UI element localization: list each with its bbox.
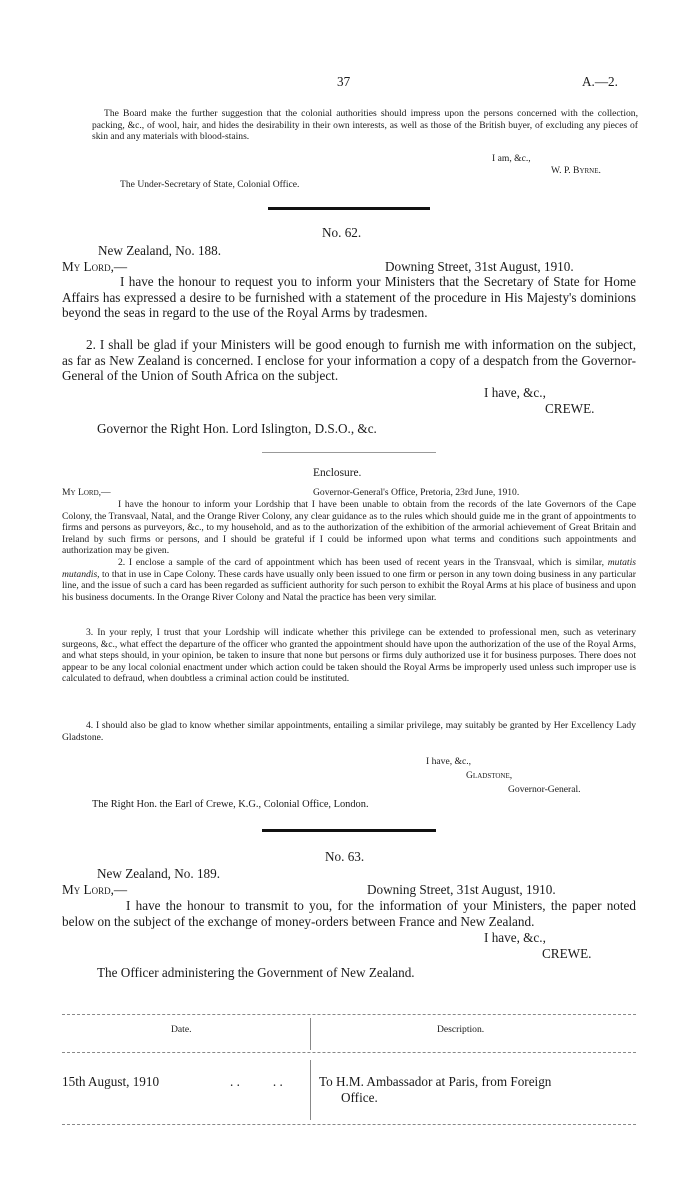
no62-addressee: Governor the Right Hon. Lord Islington, D.S.O., &c.: [97, 421, 377, 436]
enclosure-paragraph-4: 4. I should also be glad to know whether similar appointments, entailing a similar privilege, may suitably be granted by Her Excellency Lady Gladstone.: [62, 720, 636, 743]
table-row-leader: . . . .: [230, 1074, 283, 1089]
enclosure-salutation: My Lord,—: [62, 487, 111, 498]
table-column-divider: [310, 1018, 311, 1050]
no62-place-date: Downing Street, 31st August, 1910.: [385, 259, 574, 274]
enclosure-paragraph-2-text-b: to that in use in Cape Colony. These cards have usually only been issued to one firm or person in any town doing business in any particular line, and the issue of such a card has been regarded as sufficient authority for such person to exhibit the Royal Arms at his place of business and upon his business documents. In the Orange River Colony and Natal the practice has been very similar.: [62, 568, 636, 603]
enclosure-paragraph-1-text: I have the honour to inform your Lordship that I have been unable to obtain from the records of the late Governors of the Cape Colony, the Transvaal, Natal, and the Orange River Colony, any clear guidance as to the rules which should guide me in the grant of appointments to firms and persons as purveyors, &c., to my household, and as to the authorization of the exhibition of the armorial achievement of Great Britain and Ireland by such firms or persons, and I should be grateful if I could be informed upon what terms and conditions such appointments and authorization may be given.: [62, 499, 636, 557]
section-divider: [268, 207, 430, 210]
page-number: 37: [337, 74, 351, 89]
prev-letter-addressee: The Under-Secretary of State, Colonial Office.: [120, 179, 300, 190]
prev-letter-paragraph: The Board make the further suggestion that the colonial authorities should impress upon the persons concerned with the collection, packing, &c., of wool, hair, and hides the desirability in their own interests, as well as those of the British buyer, of excluding any pieces of skin and any materials with blood-stains.: [92, 108, 638, 143]
enclosure-heading: Enclosure.: [313, 467, 362, 479]
no62-paragraph-2: 2. I shall be glad if your Ministers will be good enough to furnish me with information on the subject, as far as New Zealand is concerned. I enclose for your information a copy of a despatch from the Governor-General of the Union of South Africa on the subject.: [62, 337, 636, 384]
table-column-divider: [310, 1060, 311, 1120]
no62-signatory: CREWE.: [545, 401, 595, 416]
enclosure-closing: I have, &c.,: [426, 756, 472, 767]
enclosure-paragraph-2: [62, 557, 636, 603]
enclosure-place-date: Governor-General's Office, Pretoria, 23rd June, 1910.: [313, 487, 520, 498]
table-row-description-line-1: To H.M. Ambassador at Paris, from Foreign: [319, 1074, 552, 1089]
table-header-description: Description.: [437, 1024, 485, 1035]
enclosure-divider: [262, 452, 436, 453]
enclosure-paragraph-2-italic: mutatis mutandis,: [62, 557, 636, 580]
table-top-rule: [62, 1014, 636, 1015]
enclosure-addressee: The Right Hon. the Earl of Crewe, K.G., Colonial Office, London.: [92, 799, 369, 810]
section-divider: [262, 829, 436, 832]
enclosure-paragraph-3: 3. In your reply, I trust that your Lordship will indicate whether this privilege can be extended to professional men, such as veterinary surgeons, &c., what effect the departure of the officer who granted the appointment should have upon the authorization of the use of the Royal Arms, and what steps should, in your opinion, be taken to insure that none but persons or firms duly authorized use it for business purposes. There does not appear to be any local colonial enactment under which action could be taken should the Royal Arms be improperly used unless such improper use is calculated to defraud, when doubtless a criminal action could be instituted.: [62, 627, 636, 685]
no63-reference: New Zealand, No. 189.: [97, 866, 221, 881]
no63-addressee: The Officer administering the Government of New Zealand.: [97, 965, 415, 980]
no63-paragraph-1: I have the honour to transmit to you, for the information of your Ministers, the paper noted below on the subject of the exchange of money-orders between France and New Zealand.: [62, 898, 636, 929]
no62-salutation: My Lord,—: [62, 259, 128, 274]
no62-paragraph-1: I have the honour to request you to inform your Ministers that the Secretary of State for Home Affairs has expressed a desire to be furnished with a statement of the procedure in His Majesty's dominions beyond the seas in regard to the use of the Royal Arms by tradesmen.: [62, 274, 636, 321]
table-row-description-line-2: Office.: [341, 1090, 378, 1105]
no62-closing: I have, &c.,: [484, 385, 546, 400]
table-header-date: Date.: [171, 1024, 192, 1035]
no63-closing: I have, &c.,: [484, 930, 546, 945]
no62-heading: No. 62.: [322, 225, 362, 240]
prev-letter-closing: I am, &c.,: [492, 153, 531, 164]
paper-reference: A.—2.: [582, 74, 618, 89]
enclosure-paragraph-1: [62, 499, 636, 557]
no63-salutation: My Lord,—: [62, 882, 128, 897]
no62-reference: New Zealand, No. 188.: [98, 243, 222, 258]
no63-signatory: CREWE.: [542, 946, 592, 961]
enclosure-signatory: Gladstone,: [466, 770, 513, 781]
table-bottom-rule: [62, 1124, 636, 1125]
enclosure-signatory-title: Governor-General.: [508, 784, 581, 795]
prev-letter-signatory: W. P. Byrne.: [551, 165, 601, 176]
enclosure-paragraph-2-text-a: 2. I enclose a sample of the card of appointment which has been used of recent years in the Transvaal, which is similar,: [118, 557, 604, 568]
no63-heading: No. 63.: [325, 849, 365, 864]
table-header-rule: [62, 1052, 636, 1053]
no63-place-date: Downing Street, 31st August, 1910.: [367, 882, 556, 897]
table-row-date: 15th August, 1910: [62, 1074, 160, 1089]
